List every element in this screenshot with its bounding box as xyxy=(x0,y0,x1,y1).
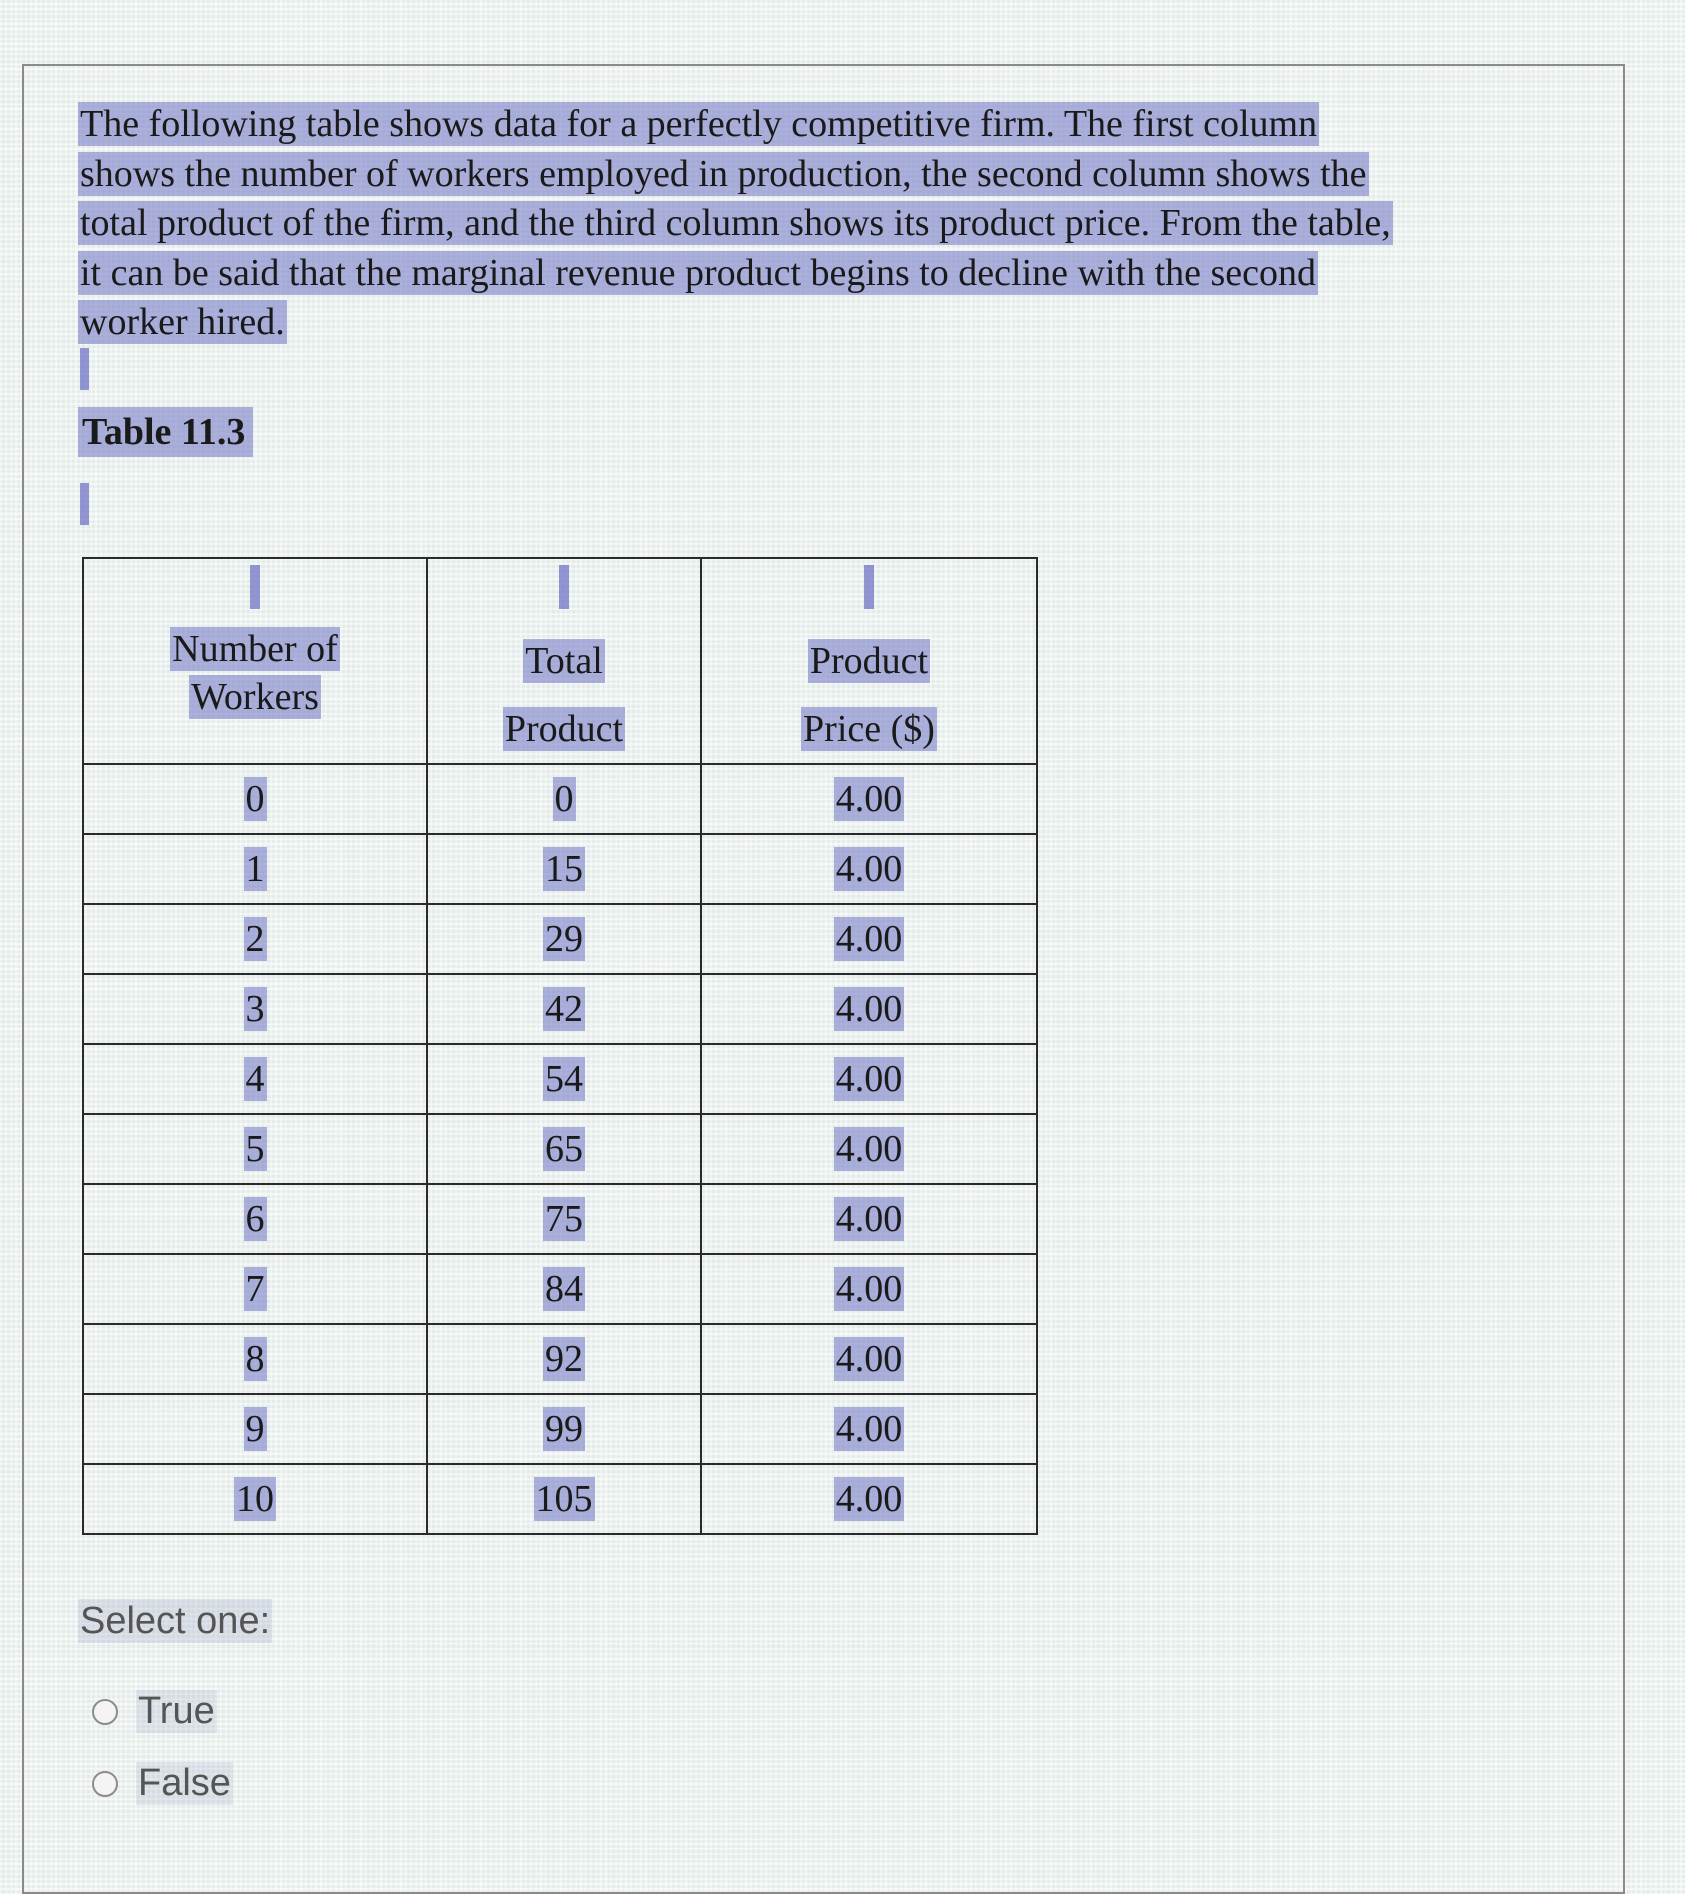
cell-value: 6 xyxy=(245,1198,265,1240)
table-title-text: Table 11.3 xyxy=(78,407,253,457)
table-cell xyxy=(427,974,701,1044)
table-cell xyxy=(701,1464,1037,1534)
cell-value: 3 xyxy=(245,988,265,1030)
table-cell xyxy=(83,1324,427,1394)
question-line: The following table shows data for a perfectly competitive firm. The first column xyxy=(80,103,1318,145)
table-cell xyxy=(427,834,701,904)
cell-value: 99 xyxy=(545,1408,583,1450)
production-table xyxy=(82,557,1038,1535)
cell-value: 0 xyxy=(554,778,574,820)
table-cell xyxy=(83,904,427,974)
option-false[interactable] xyxy=(92,1762,233,1805)
cell-value: 4.00 xyxy=(835,1128,903,1170)
table-row xyxy=(83,1464,1037,1534)
table-cell xyxy=(427,764,701,834)
radio-true[interactable] xyxy=(92,1699,118,1725)
table-cell xyxy=(83,764,427,834)
header-total-product xyxy=(427,558,701,764)
cell-value: 29 xyxy=(545,918,583,960)
select-one-label: Select one: xyxy=(80,1600,271,1642)
table-cell xyxy=(701,1184,1037,1254)
radio-false[interactable] xyxy=(92,1771,118,1797)
table-row xyxy=(83,834,1037,904)
cell-value: 4.00 xyxy=(835,988,903,1030)
table-cell xyxy=(83,1184,427,1254)
table-row xyxy=(83,1114,1037,1184)
cell-value: 4 xyxy=(245,1058,265,1100)
cell-value: 105 xyxy=(535,1478,593,1520)
cell-value: 65 xyxy=(545,1128,583,1170)
selection-caret xyxy=(80,348,89,390)
header-label: Number of Workers xyxy=(172,628,338,718)
table-row xyxy=(83,904,1037,974)
cell-value: 4.00 xyxy=(835,778,903,820)
table-cell xyxy=(427,1464,701,1534)
table-row xyxy=(83,1324,1037,1394)
cell-value: 54 xyxy=(545,1058,583,1100)
cell-value: 1 xyxy=(245,848,265,890)
table-body xyxy=(83,764,1037,1534)
table-row xyxy=(83,1184,1037,1254)
table-cell xyxy=(83,1254,427,1324)
question-line: shows the number of workers employed in production, the second column shows the xyxy=(80,152,1367,195)
table-cell xyxy=(701,974,1037,1044)
table-row xyxy=(83,1394,1037,1464)
table-cell xyxy=(427,1394,701,1464)
cell-value: 4.00 xyxy=(835,1058,903,1100)
table-cell xyxy=(427,1044,701,1114)
cell-value: 4.00 xyxy=(835,1338,903,1380)
table-cell xyxy=(701,1114,1037,1184)
table-row xyxy=(83,764,1037,834)
option-true[interactable] xyxy=(92,1690,217,1733)
cell-value: 4.00 xyxy=(835,1478,903,1520)
table-cell xyxy=(701,904,1037,974)
cell-value: 4.00 xyxy=(835,918,903,960)
table-cell xyxy=(427,904,701,974)
table-cell xyxy=(83,1464,427,1534)
cell-value: 4.00 xyxy=(835,848,903,890)
cell-value: 75 xyxy=(545,1198,583,1240)
header-label: Total Product xyxy=(504,640,624,750)
selection-caret xyxy=(250,565,260,609)
table-row xyxy=(83,974,1037,1044)
cell-value: 7 xyxy=(245,1268,265,1310)
cell-value: 15 xyxy=(545,848,583,890)
cell-value: 92 xyxy=(545,1338,583,1380)
cell-value: 42 xyxy=(545,988,583,1030)
cell-value: 8 xyxy=(245,1338,265,1380)
option-false-label: False xyxy=(138,1762,231,1804)
table-row xyxy=(83,1254,1037,1324)
table-cell xyxy=(701,1044,1037,1114)
table-cell xyxy=(83,1044,427,1114)
table-cell xyxy=(83,1394,427,1464)
table-cell xyxy=(427,1114,701,1184)
cell-value: 10 xyxy=(236,1478,274,1520)
header-label: Product Price ($) xyxy=(803,640,935,750)
table-header-row xyxy=(83,558,1037,764)
selection-caret xyxy=(864,565,874,609)
table-cell xyxy=(83,974,427,1044)
question-line: worker hired. xyxy=(80,301,285,343)
header-product-price xyxy=(701,558,1037,764)
cell-value: 84 xyxy=(545,1268,583,1310)
cell-value: 5 xyxy=(245,1128,265,1170)
header-workers xyxy=(83,558,427,764)
table-cell xyxy=(427,1324,701,1394)
cell-value: 4.00 xyxy=(835,1268,903,1310)
selection-caret xyxy=(80,483,89,525)
cell-value: 4.00 xyxy=(835,1408,903,1450)
selection-caret xyxy=(559,565,569,609)
table-cell xyxy=(701,764,1037,834)
cell-value: 9 xyxy=(245,1408,265,1450)
table-cell xyxy=(701,834,1037,904)
question-text xyxy=(78,100,1578,348)
table-row xyxy=(83,1044,1037,1114)
question-line: total product of the firm, and the third column shows its product price. From the table, xyxy=(80,202,1391,244)
table-title xyxy=(78,410,253,454)
table-cell xyxy=(701,1254,1037,1324)
cell-value: 4.00 xyxy=(835,1198,903,1240)
table-cell xyxy=(701,1324,1037,1394)
table-cell xyxy=(427,1254,701,1324)
table-cell xyxy=(427,1184,701,1254)
table-cell xyxy=(83,834,427,904)
cell-value: 2 xyxy=(245,918,265,960)
option-true-label: True xyxy=(138,1690,215,1732)
question-line: it can be said that the marginal revenue product begins to decline with the second xyxy=(80,251,1317,294)
cell-value: 0 xyxy=(245,778,265,820)
table-cell xyxy=(701,1394,1037,1464)
table-cell xyxy=(83,1114,427,1184)
